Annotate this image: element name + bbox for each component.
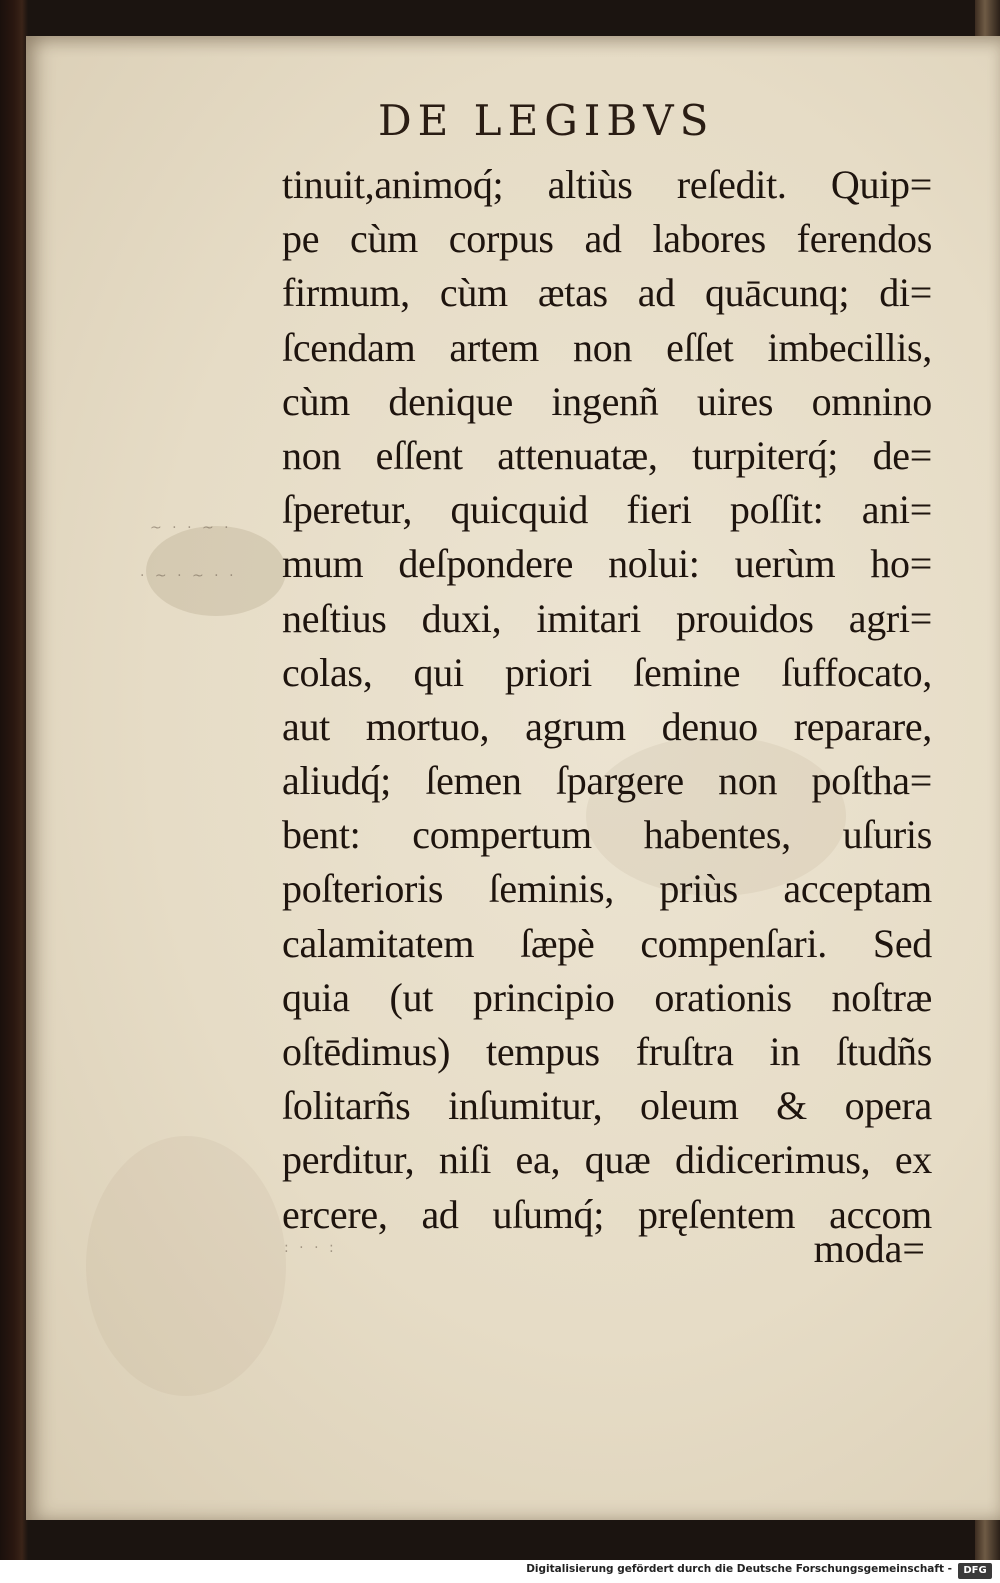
text-line: perditur, niſi ea, quæ didicerimus, ex bbox=[282, 1137, 932, 1183]
text-line: pe cùm corpus ad labores ferendos bbox=[282, 216, 932, 262]
catchword: moda= bbox=[813, 1226, 925, 1271]
body-text bbox=[282, 158, 932, 1242]
text-line: ercere, ad uſumq́; pręſentem accom bbox=[282, 1191, 932, 1237]
text-line: cùm denique ingenñ uires omnino bbox=[282, 378, 932, 424]
footer-bar bbox=[0, 1560, 1000, 1583]
text-line: quia (ut principio orationis noſtræ bbox=[282, 974, 932, 1020]
text-line: bent: compertum habentes, uſuris bbox=[282, 812, 932, 858]
text-line: colas, qui priori ſemine ſuffocato, bbox=[282, 649, 932, 695]
text-line: ſperetur, quicquid fieri poſſit: ani= bbox=[282, 487, 932, 533]
text-line: tinuit,animoq́; altiùs reſedit. Quip= bbox=[282, 162, 932, 207]
running-head: DE LEGIBVS bbox=[378, 96, 715, 145]
text-line: oſtēdimus) tempus fruſtra in ſtudñs bbox=[282, 1029, 932, 1074]
text-line: calamitatem ſæpè compenſari. Sed bbox=[282, 920, 932, 966]
text-line: non eſſent attenuatæ, turpiterq́; de= bbox=[282, 432, 932, 478]
text-line: ſcendam artem non eſſet imbecillis, bbox=[282, 324, 932, 370]
text-line: poſterioris ſeminis, priùs acceptam bbox=[282, 866, 932, 912]
text-line: neſtius duxi, imitari prouidos agri= bbox=[282, 595, 932, 641]
text-line: aut mortuo, agrum denuo reparare, bbox=[282, 703, 932, 749]
bleed-through-mark: · ~ · ~ · · bbox=[140, 568, 237, 584]
text-line: ſolitarñs inſumitur, oleum & opera bbox=[282, 1083, 932, 1129]
dfg-logo-icon: DFG bbox=[958, 1563, 992, 1579]
text-line: aliudq́; ſemen ſpargere non poſtha= bbox=[282, 758, 932, 804]
bleed-through-mark: ~ · · ~ · bbox=[150, 520, 232, 536]
text-line: firmum, cùm ætas ad quācunq; di= bbox=[282, 270, 932, 316]
funding-credit: Digitalisierung gefördert durch die Deutsche Forschungsgemeinschaft - bbox=[526, 1563, 952, 1575]
paper-stain bbox=[86, 1136, 286, 1396]
bleed-through-mark: : · · : bbox=[284, 1240, 337, 1256]
text-line: mum deſpondere nolui: uerùm ho= bbox=[282, 541, 932, 587]
